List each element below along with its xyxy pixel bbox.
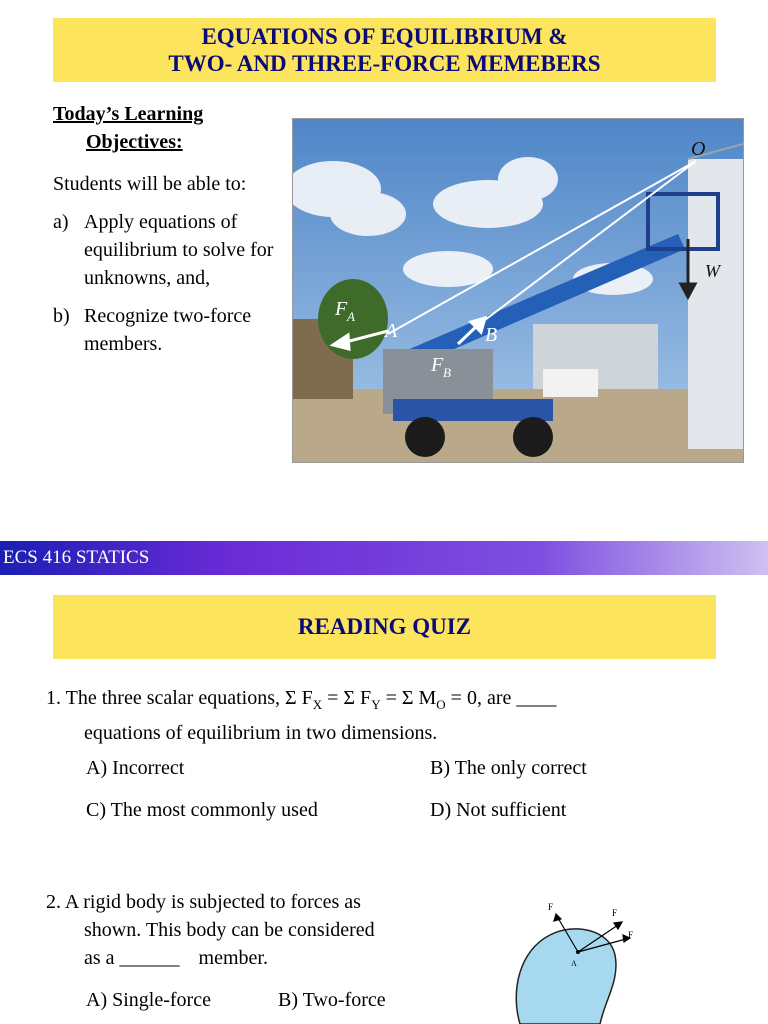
q1-option-c[interactable] xyxy=(86,796,318,824)
quiz-title xyxy=(53,595,716,659)
label-fa-sub: A xyxy=(347,309,355,324)
q1-option-a[interactable] xyxy=(86,754,184,782)
q2-option-a[interactable] xyxy=(86,986,211,1014)
objective-item xyxy=(53,302,288,358)
objectives-intro: Students will be able to: xyxy=(53,173,247,195)
option-label: C) xyxy=(86,799,106,821)
option-label: D) xyxy=(430,799,452,821)
label-f2: F xyxy=(612,908,618,918)
rigid-body-figure xyxy=(500,890,660,1024)
label-fa: F xyxy=(335,298,348,320)
boom-lift-photo xyxy=(292,118,744,463)
label-w: W xyxy=(705,261,720,281)
option-label: B) xyxy=(278,989,298,1011)
objectives-heading-line-1: Today’s Learning xyxy=(53,103,204,125)
q2-line-3 xyxy=(84,944,446,972)
learning-objectives xyxy=(53,100,288,358)
option-label: A) xyxy=(86,757,108,779)
q1-option-b[interactable] xyxy=(430,754,587,782)
q1-option-d[interactable] xyxy=(430,796,566,824)
objective-marker: a) xyxy=(53,211,69,233)
objective-text: Recognize two-force members. xyxy=(84,305,252,355)
option-text: Single-force xyxy=(112,989,211,1011)
label-o: O xyxy=(691,138,706,160)
q2-line-3b: member. xyxy=(198,947,268,969)
option-label: A) xyxy=(86,989,108,1011)
question-1 xyxy=(46,684,726,747)
q1-text-d: = 0, are ____ xyxy=(445,687,557,709)
option-text: The only correct xyxy=(454,757,587,779)
course-name: ECS 416 STATICS xyxy=(3,547,150,568)
rigid-body xyxy=(516,929,616,1024)
label-a: A xyxy=(385,320,398,342)
truck xyxy=(543,369,598,397)
label-fb-sub: B xyxy=(443,365,451,380)
option-text: Two-force xyxy=(302,989,386,1011)
objectives-heading-line-2: Objectives: xyxy=(86,131,183,153)
q2-option-b[interactable] xyxy=(278,986,386,1014)
label-f1: F xyxy=(548,902,554,912)
question-number: 1. xyxy=(46,687,61,709)
label-b: B xyxy=(485,324,498,346)
q2-line-1: A rigid body is subjected to forces as xyxy=(64,891,361,913)
building-wall xyxy=(688,159,743,449)
q1-text-a: The three scalar equations, Σ F xyxy=(65,687,313,709)
slide-title xyxy=(53,18,716,82)
q2-line-2: shown. This body can be considered xyxy=(84,919,375,941)
option-text: The most commonly used xyxy=(110,799,318,821)
q1-text-c: = Σ M xyxy=(380,687,437,709)
course-band xyxy=(0,541,768,575)
objective-item xyxy=(53,208,288,292)
label-fb: F xyxy=(431,354,444,376)
q1-sub-o: O xyxy=(436,697,446,712)
objective-text: Apply equations of equilibrium to solve for unknowns, and, xyxy=(84,211,274,289)
q2-blank: ______ xyxy=(119,947,180,969)
slide-title-line-2: TWO- AND THREE-FORCE MEMEBERS xyxy=(168,51,601,76)
wheel xyxy=(513,417,553,457)
option-label: B) xyxy=(430,757,450,779)
objective-marker: b) xyxy=(53,305,70,327)
question-number: 2. xyxy=(46,891,61,913)
q1-text-b: = Σ F xyxy=(322,687,372,709)
q1-line-2: equations of equilibrium in two dimensions. xyxy=(84,722,438,744)
wheel xyxy=(405,417,445,457)
q2-line-3a: as a xyxy=(84,947,115,969)
option-text: Not sufficient xyxy=(456,799,567,821)
q1-sub-x: X xyxy=(312,697,323,712)
quiz-heading: READING QUIZ xyxy=(297,614,472,639)
q1-sub-y: Y xyxy=(371,697,381,712)
question-2 xyxy=(46,888,446,972)
slide-title-line-1: EQUATIONS OF EQUILIBRIUM & xyxy=(201,24,568,49)
option-text: Incorrect xyxy=(112,757,185,779)
label-a-point: A xyxy=(571,959,577,968)
label-f3: F xyxy=(628,930,634,940)
